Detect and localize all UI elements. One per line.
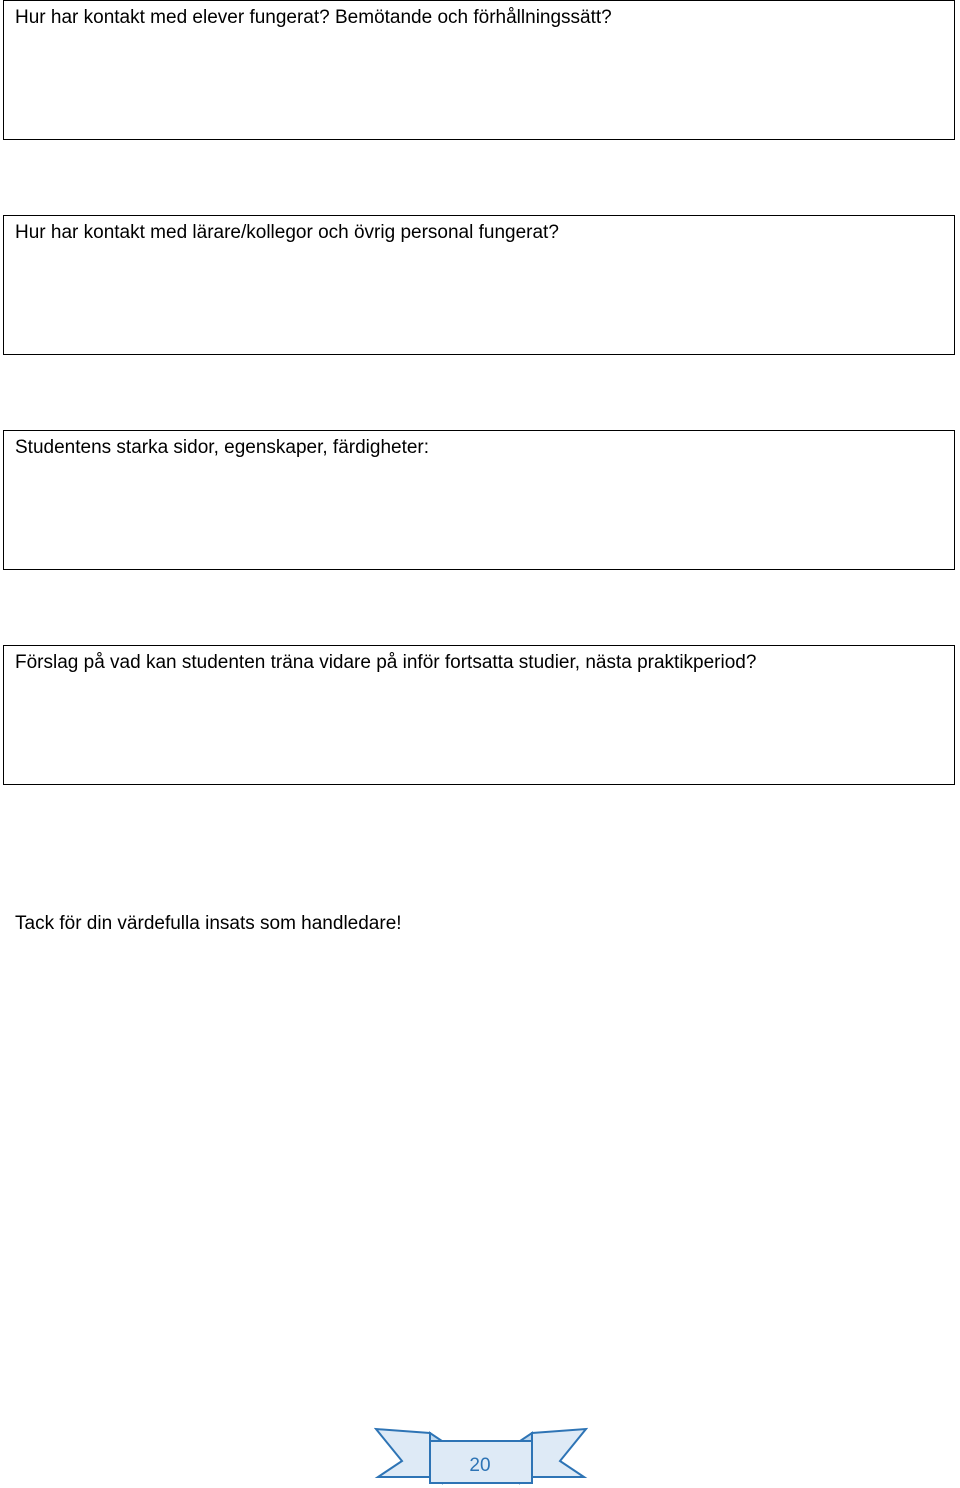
- feedback-box-strengths[interactable]: [3, 430, 955, 570]
- feedback-question-staff-contact: Hur har kontakt med lärare/kollegor och övrig personal fungerat?: [15, 222, 559, 243]
- feedback-question-strengths: Studentens starka sidor, egenskaper, färdigheter:: [15, 437, 430, 458]
- page-number: 20: [469, 1455, 491, 1476]
- closing-thanks: Tack för din värdefulla insats som handledare!: [15, 913, 402, 934]
- feedback-box-suggestions[interactable]: [3, 645, 955, 785]
- feedback-question-student-contact: Hur har kontakt med elever fungerat? Bemötande och förhållningssätt?: [15, 7, 612, 28]
- feedback-question-suggestions: Förslag på vad kan studenten träna vidare på inför fortsatta studier, nästa praktikperiod?: [15, 652, 757, 673]
- ribbon-left-tail: [376, 1429, 430, 1477]
- feedback-box-student-contact[interactable]: [3, 0, 955, 140]
- feedback-box-staff-contact[interactable]: [3, 215, 955, 355]
- ribbon-right-tail: [532, 1429, 586, 1477]
